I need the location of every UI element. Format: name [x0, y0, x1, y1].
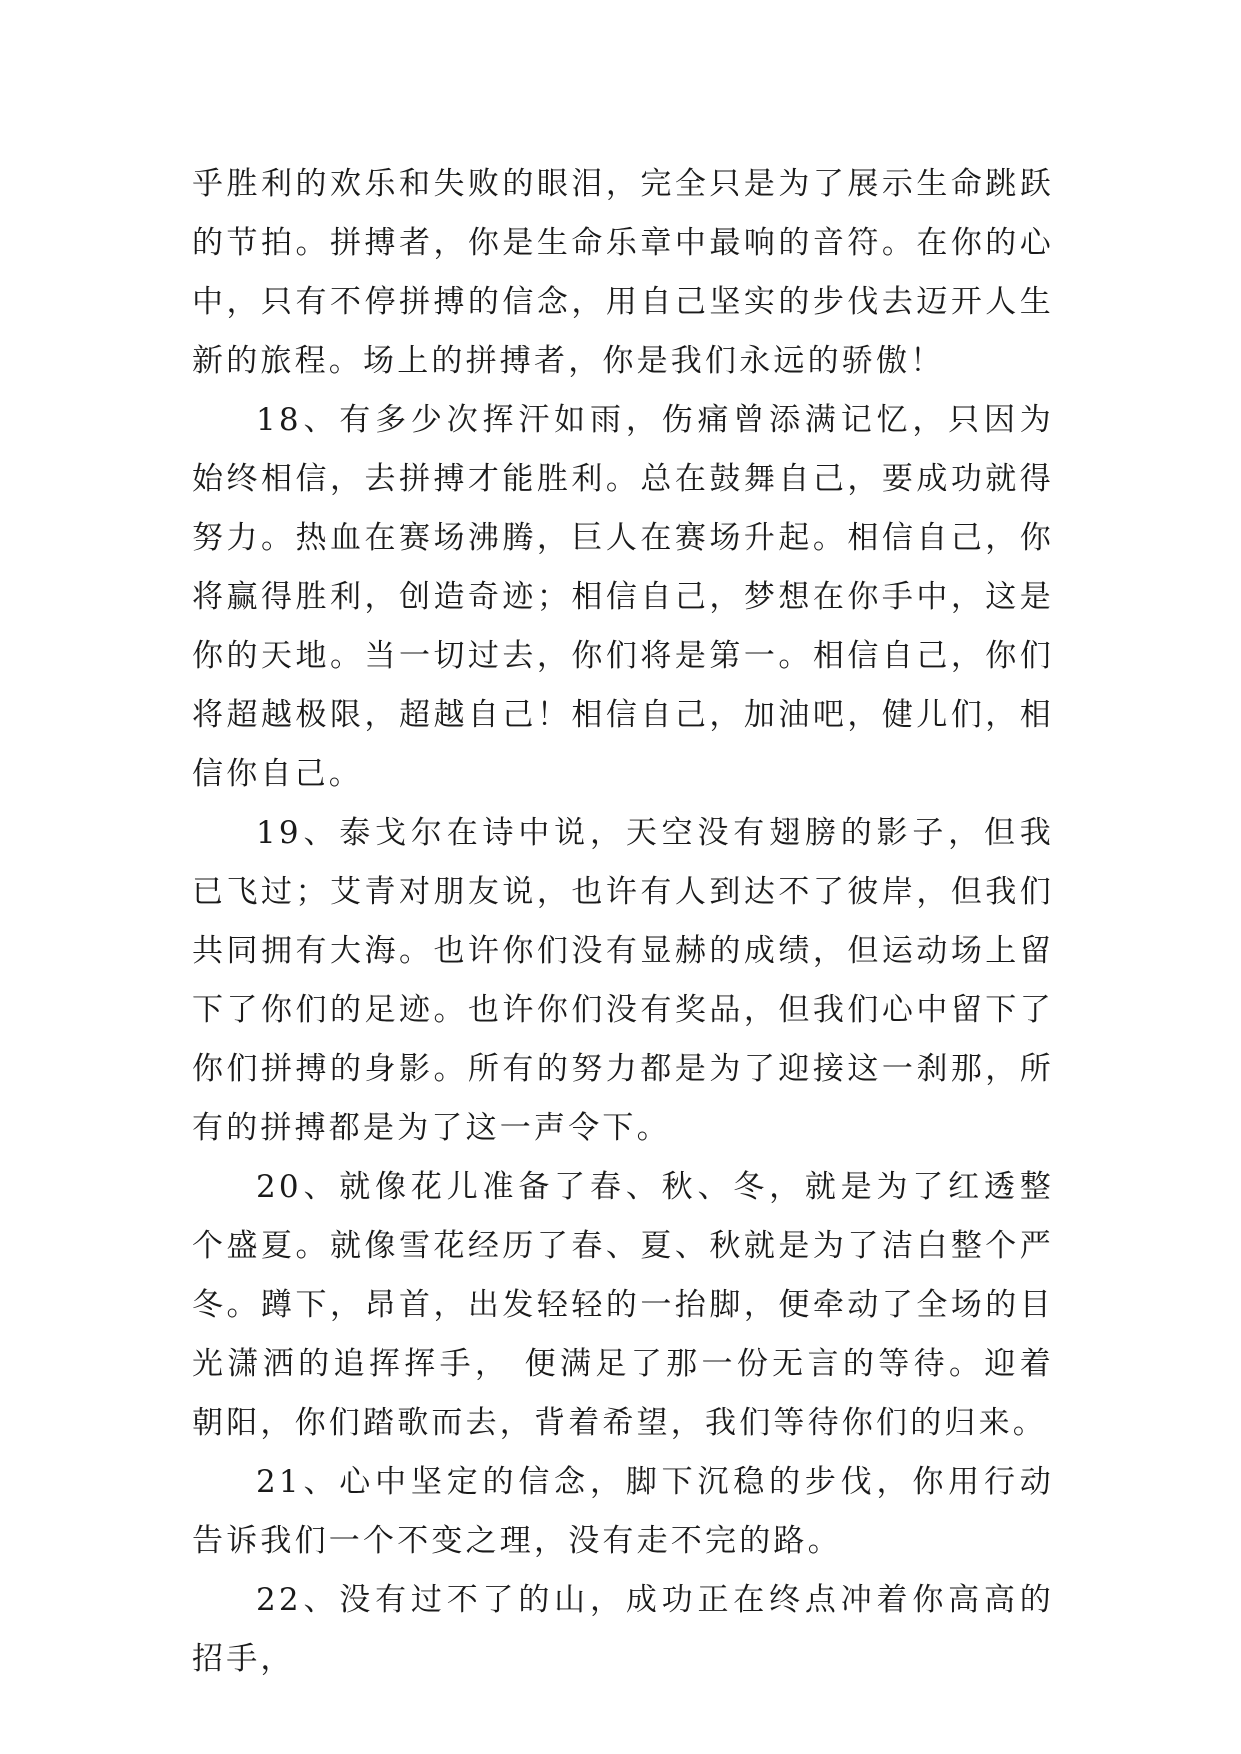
paragraph-21: 21、心中坚定的信念，脚下沉稳的步伐，你用行动告诉我们一个不变之理，没有走不完的路。: [192, 1464, 1054, 1559]
paragraph-20: 20、就像花儿准备了春、秋、冬，就是为了红透整个盛夏。就像雪花经历了春、夏、秋就是为了洁白整个严冬。蹲下，昂首，出发轻轻的一抬脚，便牵动了全场的目光潇洒的追挥挥手， 便满足了那一份无言的等待。迎着朝阳，你们踏歌而去，背着希望，我们等待你们的归来。: [192, 1169, 1054, 1441]
document-body: [192, 155, 1054, 1689]
paragraph-19: 19、泰戈尔在诗中说，天空没有翅膀的影子，但我已飞过；艾青对朋友说，也许有人到达不了彼岸，但我们共同拥有大海。也许你们没有显赫的成绩，但运动场上留下了你们的足迹。也许你们没有奖品，但我们心中留下了你们拼搏的身影。所有的努力都是为了迎接这一刹那，所有的拼搏都是为了这一声令下。: [192, 815, 1054, 1146]
paragraph-continuation: 乎胜利的欢乐和失败的眼泪，完全只是为了展示生命跳跃的节拍。拼搏者，你是生命乐章中最响的音符。在你的心中，只有不停拼搏的信念，用自己坚实的步伐去迈开人生新的旅程。场上的拼搏者，你是我们永远的骄傲！: [192, 166, 1054, 379]
paragraph-22: 22、没有过不了的山，成功正在终点冲着你高高的招手，: [192, 1582, 1054, 1677]
paragraph-18: 18、有多少次挥汗如雨，伤痛曾添满记忆，只因为始终相信，去拼搏才能胜利。总在鼓舞自己，要成功就得努力。热血在赛场沸腾，巨人在赛场升起。相信自己，你将赢得胜利，创造奇迹；相信自己，梦想在你手中，这是你的天地。当一切过去，你们将是第一。相信自己，你们将超越极限，超越自己！相信自己，加油吧，健儿们，相信你自己。: [192, 402, 1054, 792]
